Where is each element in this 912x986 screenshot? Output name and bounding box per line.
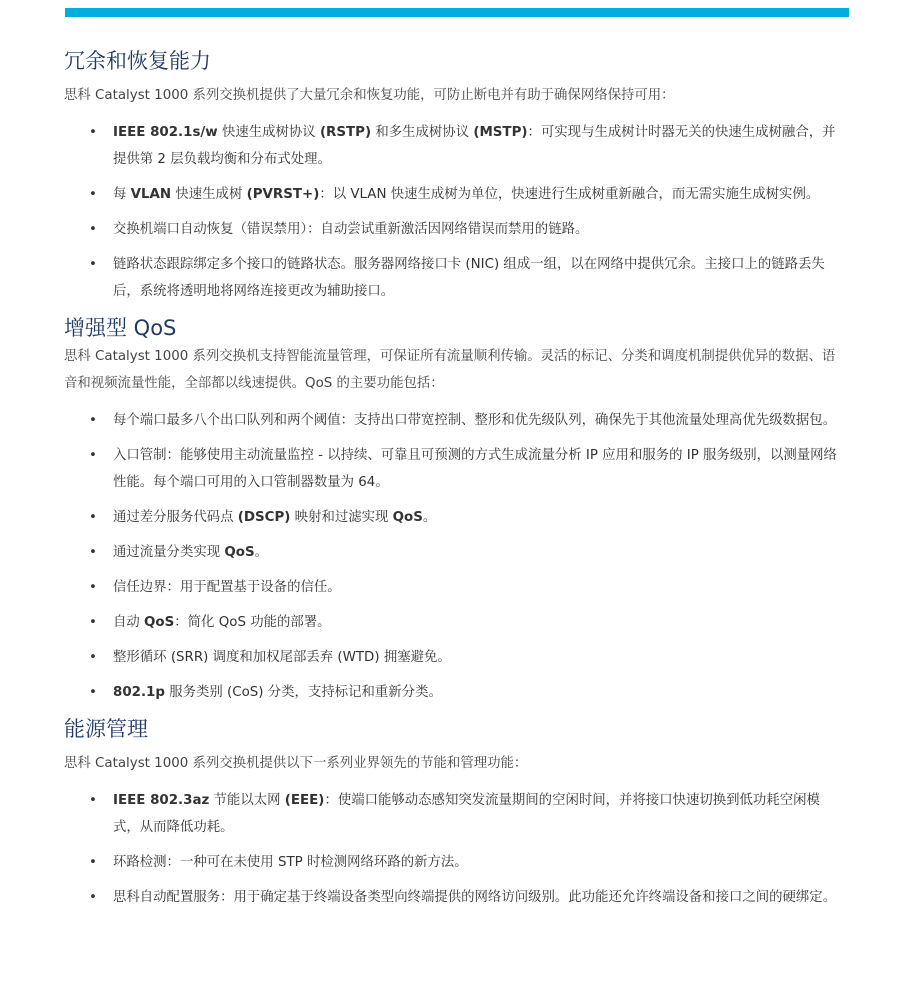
list-item: • 信任边界：用于配置基于设备的信任。 (64, 574, 844, 601)
list-item: • 交换机端口自动恢复（错误禁用）：自动尝试重新激活因网络错误而禁用的链路。 (64, 216, 844, 243)
section-intro: 思科 Catalyst 1000 系列交换机提供了大量冗余和恢复功能，可防止断电并有助于确保网络保持可用： (64, 88, 675, 103)
section-intro: 思科 Catalyst 1000 系列交换机支持智能流量管理，可保证所有流量顺利传输。灵活的标记、分类和调度机制提供优异的数据、语音和视频流量性能，全部都以线速提供。QoS 的主要功能包括： (64, 349, 836, 391)
list-item: • 思科自动配置服务：用于确定基于终端设备类型向终端提供的网络访问级别。此功能还允许终端设备和接口之间的硬绑定。 (64, 884, 844, 911)
document-body (64, 46, 844, 919)
list-item: • 自动 QoS：简化 QoS 功能的部署。 (64, 609, 844, 636)
section-qos (64, 313, 844, 706)
list-item: • 入口管制：能够使用主动流量监控 - 以持续、可靠且可预测的方式生成流量分析 IP 应用和服务的 IP 服务级别，以测量网络性能。每个端口可用的入口管制器数量为 64。 (64, 442, 844, 496)
section-intro: 思科 Catalyst 1000 系列交换机提供以下一系列业界领先的节能和管理功能： (64, 756, 528, 771)
list-item: • 通过流量分类实现 QoS。 (64, 539, 844, 566)
list-item: • 环路检测：一种可在未使用 STP 时检测网络环路的新方法。 (64, 849, 844, 876)
feature-list (64, 119, 844, 305)
list-item: • 链路状态跟踪绑定多个接口的链路状态。服务器网络接口卡 (NIC) 组成一组，以在网络中提供冗余。主接口上的链路丢失后，系统将透明地将网络连接更改为辅助接口。 (64, 251, 844, 305)
section-energy-management (64, 714, 844, 911)
list-item: • IEEE 802.1s/w 快速生成树协议 (RSTP) 和多生成树协议 (MSTP)：可实现与生成树计时器无关的快速生成树融合，并提供第 2 层负载均衡和分布式处理。 (64, 119, 844, 173)
list-item: • 每个端口最多八个出口队列和两个阈值：支持出口带宽控制、整形和优先级队列，确保先于其他流量处理高优先级数据包。 (64, 407, 844, 434)
list-item: • 整形循环 (SRR) 调度和加权尾部丢弃 (WTD) 拥塞避免。 (64, 644, 844, 671)
list-item: • 802.1p 服务类别 (CoS) 分类，支持标记和重新分类。 (64, 679, 844, 706)
list-item: • IEEE 802.3az 节能以太网 (EEE)：使端口能够动态感知突发流量期间的空闲时间，并将接口快速切换到低功耗空闲模式，从而降低功耗。 (64, 787, 844, 841)
list-item: • 通过差分服务代码点 (DSCP) 映射和过滤实现 QoS。 (64, 504, 844, 531)
section-title: 增强型 QoS (64, 316, 177, 340)
feature-list (64, 787, 844, 911)
feature-list (64, 407, 844, 706)
section-title: 冗余和恢复能力 (64, 49, 211, 73)
section-redundancy (64, 46, 844, 305)
header-accent-bar (65, 8, 849, 17)
section-title: 能源管理 (64, 717, 148, 741)
list-item: • 每 VLAN 快速生成树 (PVRST+)：以 VLAN 快速生成树为单位，快速进行生成树重新融合，而无需实施生成树实例。 (64, 181, 844, 208)
